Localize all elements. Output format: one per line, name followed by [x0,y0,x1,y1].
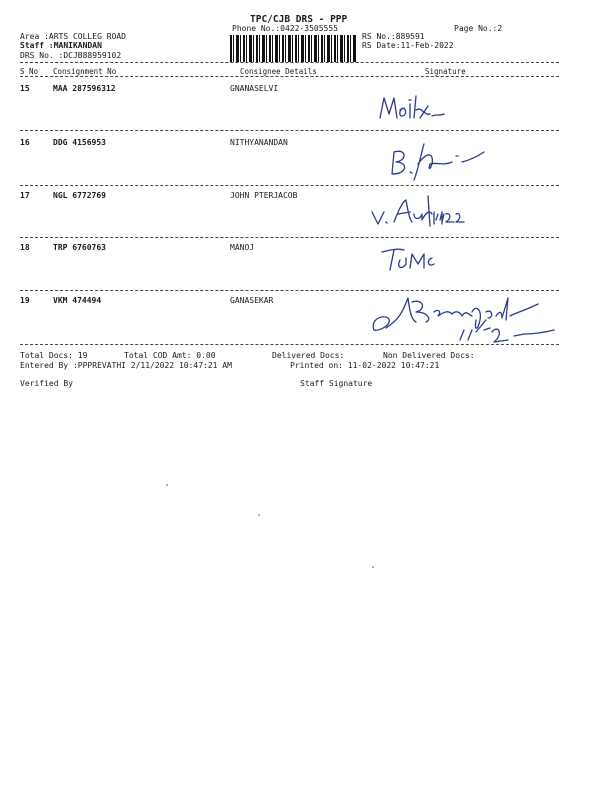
column-header-sno: S No [20,67,39,76]
column-header-consignee: Consignee Details [240,67,317,76]
consignee-name: NITHYANANDAN [230,138,288,147]
consignee-name: GANASEKAR [230,296,274,305]
total-cod-amount: Total COD Amt: 0.00 [124,351,216,360]
divider [20,62,559,63]
divider [20,237,559,238]
column-header-signature: Signature [425,67,466,76]
verified-by-label: Verified By [20,379,73,388]
drs-number: DRS No. :DCJB88959102 [20,51,122,60]
divider [20,344,559,345]
scan-speck [258,514,260,516]
page-number: Page No.:2 [454,24,503,33]
consignee-name: JOHN PTERJACOB [230,191,298,200]
consignee-name: MANOJ [230,243,255,252]
total-docs: Total Docs: 19 [20,351,88,360]
rs-date: RS Date:11-Feb-2022 [362,41,454,50]
consignment-number: NGL 6772769 [53,191,106,200]
document-title: TPC/CJB DRS - PPP [250,14,348,25]
non-delivered-docs: Non Delivered Docs: [383,351,475,360]
row-serial-number: 16 [20,138,30,147]
consignment-number: DDG 4156953 [53,138,106,147]
rs-number: RS No.:889591 [362,32,425,41]
divider [20,185,559,186]
consignment-number: VKM 474494 [53,296,102,305]
consignment-number: TRP 6760763 [53,243,106,252]
signature-image [368,290,576,350]
scan-speck [166,484,168,486]
staff-label: Staff :MANIKANDAN [20,41,102,50]
divider [20,76,559,77]
row-serial-number: 17 [20,191,30,200]
signature-image [378,94,448,126]
divider [20,130,559,131]
signature-image [384,140,488,182]
barcode [230,35,356,62]
consignment-number: MAA 287596312 [53,84,116,93]
printed-on: Printed on: 11-02-2022 10:47:21 [290,361,440,370]
signature-image [380,244,460,274]
consignee-name: GNANASELVI [230,84,279,93]
staff-signature-label: Staff Signature [300,379,373,388]
area-label: Area :ARTS COLLEG ROAD [20,32,126,41]
row-serial-number: 15 [20,84,30,93]
scan-speck [372,566,374,568]
delivered-docs: Delivered Docs: [272,351,345,360]
column-header-consignment: Consignment No [53,67,117,76]
row-serial-number: 19 [20,296,30,305]
entered-by: Entered By :PPPREVATHI 2/11/2022 10:47:21 AM [20,361,232,370]
row-serial-number: 18 [20,243,30,252]
phone-number: Phone No.:0422-3505555 [232,24,338,33]
signature-image [370,190,482,230]
